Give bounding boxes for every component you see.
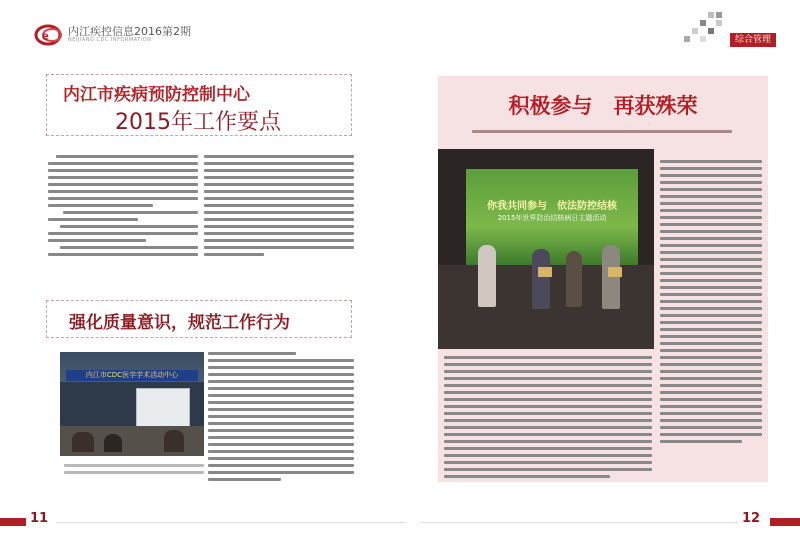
heading-subtitle (472, 130, 732, 133)
left-footer-rule (56, 522, 406, 523)
right-heading: 积极参与 再获殊荣 (508, 93, 698, 118)
page-number-left: 11 (30, 511, 49, 526)
person-4 (602, 245, 620, 309)
right-article-panel (438, 76, 768, 482)
right-footer-rule (420, 522, 738, 523)
photo-banner: 内江市CDC医学学术活动中心 (66, 370, 198, 381)
article-text-column-2 (204, 155, 354, 256)
person-3 (566, 251, 582, 307)
article-text-column-3 (208, 352, 354, 481)
org-title: 内江市疾病预防控制中心 (63, 85, 250, 105)
event-banner-line-1: 你我共同参与 依法防控结核 (487, 201, 617, 212)
event-banner-line-2: 2015年世界防治结核病日主题活动 (497, 214, 607, 222)
header-logo (34, 22, 191, 48)
logo-subtext: NEIJIANG CDC INFORMATION (68, 37, 152, 43)
logo-text: 内江疾控信息2016第2期 (68, 25, 191, 38)
photo-caption-left (64, 464, 204, 474)
right-footer-bar (770, 518, 800, 526)
sub-heading: 强化质量意识，规范工作行为 (69, 313, 290, 333)
person-2 (532, 249, 550, 309)
svg-text:e: e (42, 29, 49, 43)
person-1 (478, 245, 496, 307)
page-number-right: 12 (742, 511, 761, 526)
subheading-box (46, 300, 352, 338)
article-text-column-5 (444, 356, 652, 478)
event-photo (438, 149, 654, 349)
cdc-logo-icon (34, 22, 66, 48)
main-title: 2015年工作要点 (115, 110, 281, 135)
classroom-photo (60, 352, 204, 456)
section-label: 综合管理 (730, 33, 776, 47)
decorative-squares (668, 12, 728, 44)
article-text-column-4 (660, 160, 762, 443)
projection-screen (136, 388, 190, 428)
title-box (46, 74, 352, 136)
article-text-column-1 (48, 155, 198, 256)
left-footer-bar (0, 518, 26, 526)
